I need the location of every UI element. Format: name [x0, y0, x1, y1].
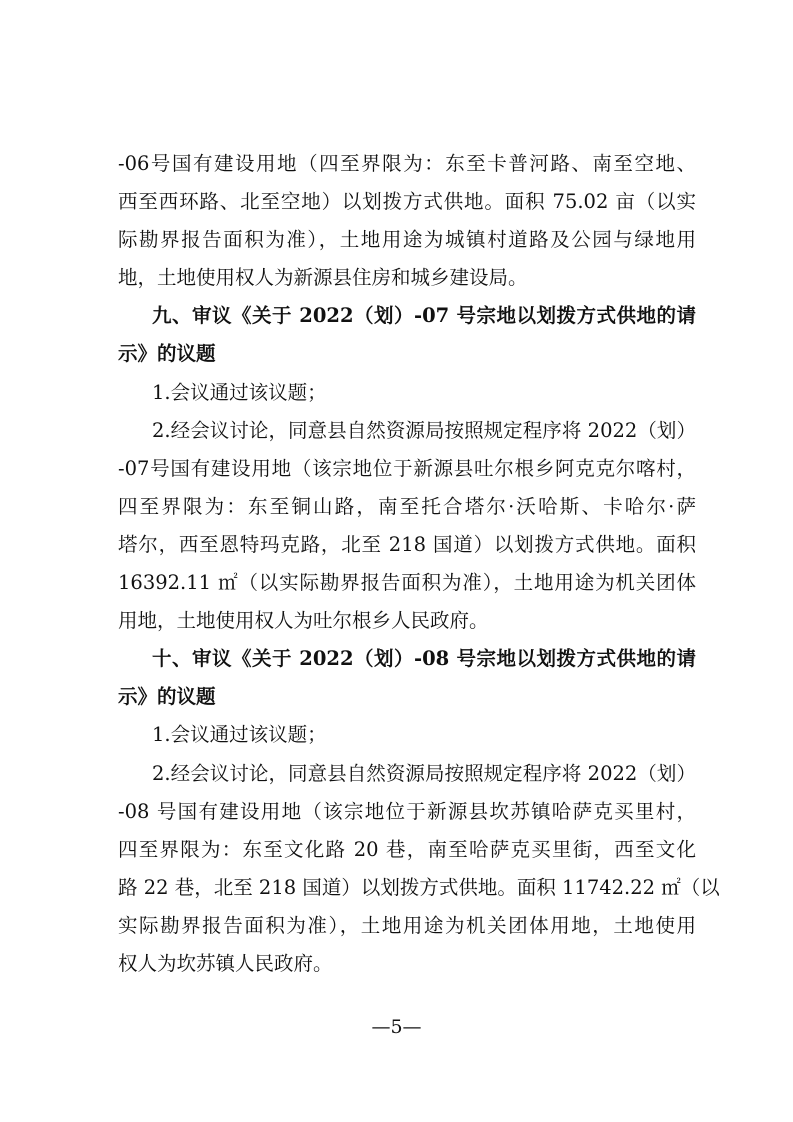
- paragraph-line: 路 22 巷，北至 218 国道）以划拨方式供地。面积 11742.22 ㎡（以: [118, 875, 720, 899]
- paragraph-line: 际勘界报告面积为准），土地用途为城镇村道路及公园与绿地用: [118, 228, 696, 252]
- paragraph-line: 实际勘界报告面积为准），土地用途为机关团体用地，土地使用: [118, 913, 696, 937]
- paragraph-line: -07号国有建设用地（该宗地位于新源县吐尔根乡阿克克尔喀村，: [118, 456, 696, 480]
- section-heading-10: 十、审议《关于 2022（划）-08 号宗地以划拨方式供地的请: [152, 647, 696, 671]
- resolution-item-1: 1.会议通过该议题；: [152, 380, 327, 404]
- section-heading-9: 九、审议《关于 2022（划）-07 号宗地以划拨方式供地的请: [152, 304, 696, 328]
- paragraph-line: 16392.11 ㎡（以实际勘界报告面积为准），土地用途为机关团体: [118, 571, 696, 595]
- page-number: —5—: [371, 1016, 422, 1038]
- paragraph-line: 四至界限为：东至文化路 20 巷，南至哈萨克买里街，西至文化: [118, 837, 696, 861]
- paragraph-line: 地，土地使用权人为新源县住房和城乡建设局。: [118, 266, 528, 290]
- paragraph-line: 西至西环路、北至空地）以划拨方式供地。面积 75.02 亩（以实: [118, 190, 696, 214]
- resolution-item-2: 2.经会议讨论，同意县自然资源局按照规定程序将 2022（划）: [152, 418, 696, 442]
- paragraph-line: 权人为坎苏镇人民政府。: [118, 951, 333, 975]
- resolution-item-1: 1.会议通过该议题；: [152, 723, 327, 747]
- paragraph-line: 用地，土地使用权人为吐尔根乡人民政府。: [118, 609, 489, 633]
- section-heading-9-cont: 示》的议题: [118, 342, 216, 366]
- paragraph-line: -08 号国有建设用地（该宗地位于新源县坎苏镇哈萨克买里村，: [118, 799, 696, 823]
- paragraph-line: -06号国有建设用地（四至界限为：东至卡普河路、南至空地、: [118, 152, 696, 175]
- paragraph-line: 塔尔，西至恩特玛克路，北至 218 国道）以划拨方式供地。面积: [118, 532, 696, 556]
- paragraph-line: 四至界限为：东至铜山路，南至托合塔尔·沃哈斯、卡哈尔·萨: [118, 494, 696, 518]
- document-body: [118, 145, 720, 983]
- resolution-item-2: 2.经会议讨论，同意县自然资源局按照规定程序将 2022（划）: [152, 761, 696, 785]
- section-heading-10-cont: 示》的议题: [118, 685, 216, 709]
